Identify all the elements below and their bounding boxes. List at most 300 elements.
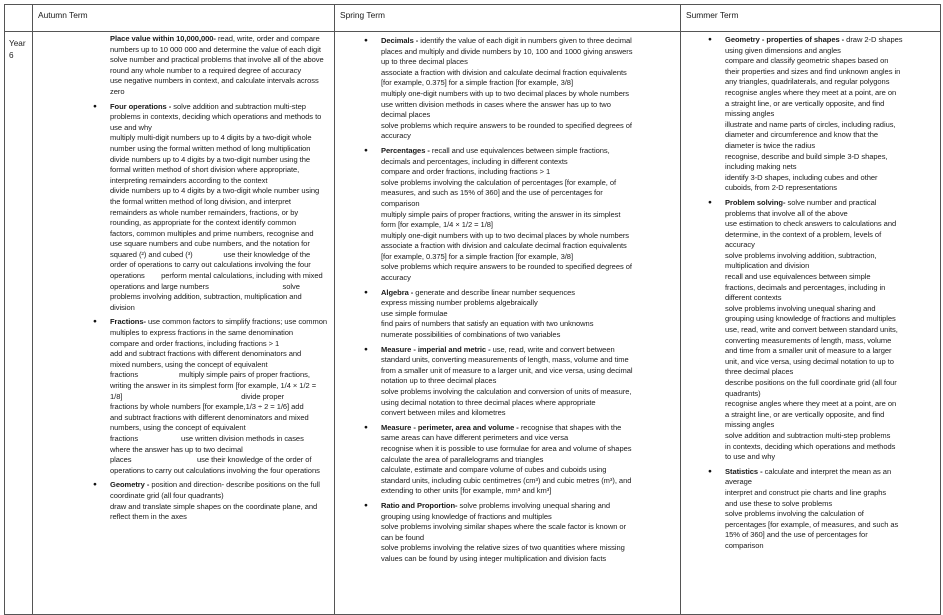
topic-text-line [110, 260, 330, 271]
curriculum-table [4, 4, 941, 615]
topic-text: using decimal notation to three decimal places where appropriate [381, 397, 596, 407]
topic-text: calculate and interpret the mean as an [762, 466, 892, 476]
topic-text: order of operations to carry out calculations involving the four [110, 260, 311, 270]
topic-text-line [110, 349, 330, 360]
topic-text-line [725, 477, 934, 488]
topic-text: recognise angles where they meet at a point, are on [725, 399, 897, 409]
topic-text-line [381, 355, 674, 366]
topic-title: Statistics - [725, 466, 763, 476]
topic-text: solve number and practical [785, 197, 877, 207]
topic-text-line [381, 533, 674, 544]
autumn-term-cell [33, 32, 335, 615]
topic-text: multiply simple pairs of proper fractions, writing the answer in its simplest [381, 209, 621, 219]
topic-text-line [725, 399, 934, 410]
topic-text-line [110, 133, 330, 144]
topic-text-line [381, 309, 674, 320]
topic-text-line [381, 100, 674, 111]
topic-text: solve problems involving the relative sizes of two quantities where missing [381, 543, 625, 553]
topic-text-line [725, 120, 934, 131]
topic-title: Problem solving- [725, 197, 786, 207]
topic-text-line [381, 522, 674, 533]
topic-text: fractions use written division methods in cases [110, 433, 304, 443]
topic-text-line [381, 157, 674, 168]
topic-text: reflect them in the axes [110, 512, 187, 522]
topic-item [110, 34, 330, 98]
topic-text: three decimal places [725, 367, 794, 377]
topic-text: multiplication and division [725, 261, 810, 271]
topic-text-line [110, 328, 330, 339]
topic-text-line [725, 410, 934, 421]
topic-text: determine, in the context of a problem, levels of [725, 229, 882, 239]
topic-text-line [725, 346, 934, 357]
topic-heading-line [110, 480, 330, 491]
topic-text-line [381, 444, 674, 455]
topic-text: recognise, describe and build simple 3-D shapes, [725, 151, 888, 161]
topic-item [381, 288, 674, 341]
topic-text: find pairs of numbers that satisfy an equation with two unknowns [381, 319, 594, 329]
topic-text-line [110, 370, 330, 381]
topic-heading-line [110, 34, 330, 45]
topic-text-line [110, 339, 330, 350]
topic-text: recall and use equivalences between simple [725, 272, 871, 282]
topic-text: operations to carry out calculations involving the four operations [110, 465, 320, 475]
topic-text-line [110, 186, 330, 197]
topic-text-line [725, 509, 934, 520]
topic-text: describe positions on the full coordinate grid (all four [725, 378, 897, 387]
topic-text-line [110, 176, 330, 187]
corner-header [5, 5, 33, 32]
topic-text: places use their knowledge of the order of [110, 455, 312, 465]
topic-title: Place value within 10,000,000- [110, 34, 216, 43]
topic-text-line [110, 292, 330, 303]
topic-text: formal written method of short division where appropriate, [110, 165, 300, 175]
topic-text: use, read, write and convert between standard units, [725, 325, 898, 335]
topic-text-line [110, 144, 330, 155]
topic-text-line [725, 209, 934, 220]
topic-text: numerate possibilities of combinations of two variables [381, 330, 561, 340]
topic-text: draw and translate simple shapes on the coordinate plane, and [110, 501, 318, 511]
topic-text: multiples to express fractions in the same denomination [110, 328, 294, 338]
topic-text: decimals and percentages, including in different contexts [381, 156, 568, 166]
topic-text-line [381, 554, 674, 565]
topic-text: interpret and construct pie charts and line graphs [725, 487, 887, 497]
topic-text: convert between miles and kilometres [381, 408, 506, 418]
topic-text-line [381, 330, 674, 341]
topic-item [381, 423, 674, 497]
topic-text-line [725, 314, 934, 325]
topic-text-line [110, 360, 330, 371]
topic-text-line [725, 251, 934, 262]
topic-text: using given dimensions and angles [725, 45, 841, 55]
year-label-number: 6 [9, 51, 14, 60]
topic-text: [for example, 0.375] for a simple fraction [for example, 3/8] [381, 251, 574, 261]
topic-text-line [725, 442, 934, 453]
topic-list [725, 35, 934, 552]
topic-text: solve addition and subtraction multi-step [171, 101, 306, 111]
topic-text-line [110, 502, 330, 513]
topic-item [381, 146, 674, 284]
header-row [5, 5, 941, 32]
topic-text-line [725, 283, 934, 294]
topic-item [110, 102, 330, 314]
topic-text: can be found [381, 532, 425, 542]
topic-text: decimal places [381, 110, 431, 120]
topic-text: use, read, write and convert between [490, 344, 615, 354]
topic-text-line [725, 499, 934, 510]
topic-text-line [725, 304, 934, 315]
topic-text: cuboids, from 2-D representations [725, 183, 838, 193]
topic-text-line [725, 67, 934, 78]
topic-text-line [110, 55, 330, 66]
topic-text: fractions multiply simple pairs of proper fractions, [110, 370, 310, 380]
topic-heading-line [110, 102, 330, 113]
topic-text: associate a fraction with division and calculate decimal fraction equivalents [381, 241, 627, 251]
topic-text: and time from a smaller unit of measure to a larger [725, 346, 892, 356]
topic-item [725, 35, 934, 194]
topic-text-line [110, 155, 330, 166]
topic-text-line [381, 262, 674, 273]
topic-text-line [381, 512, 674, 523]
topic-text-line [725, 325, 934, 336]
topic-title: Algebra - [381, 287, 414, 297]
topic-text: solve problems involving the calculation and conversion of units of measure, [381, 387, 632, 396]
topic-text: multiply multi-digit numbers up to 4 digits by a two-digit whole [110, 133, 312, 143]
topic-text: converting measurements of length, mass, volume [725, 335, 892, 345]
spring-term-cell [335, 32, 681, 615]
topic-text: solve problems which require answers to be rounded to specified degrees of [381, 120, 632, 130]
topic-text: a straight line, or are vertically opposite, and find [725, 409, 885, 419]
topic-text-line [381, 455, 674, 466]
topic-text: fractions, decimals and percentages, including in [725, 282, 886, 292]
topic-text-line [381, 486, 674, 497]
topic-text-line [110, 303, 330, 314]
topic-text-line [381, 210, 674, 221]
topic-text-line [381, 398, 674, 409]
topic-text: where the answer has up to two decimal [110, 444, 243, 454]
topic-text-line [725, 378, 934, 389]
topic-item [725, 467, 934, 552]
topic-text-line [725, 152, 934, 163]
topic-item [381, 345, 674, 419]
topic-text: solve problems involving unequal sharing and [457, 500, 611, 510]
topic-text-line [110, 208, 330, 219]
topic-text-line [725, 530, 934, 541]
topic-text: problems in contexts, deciding which operations and methods to [110, 112, 322, 122]
topic-text: solve problems which require answers to be rounded to specified degrees of [381, 262, 632, 272]
topic-text-line [110, 413, 330, 424]
topic-text-line [381, 465, 674, 476]
topic-text: to use and why [725, 452, 776, 462]
topic-text: mixed numbers, using the concept of equivalent [110, 359, 268, 369]
topic-text-line [110, 423, 330, 434]
topic-text: express missing number problems algebraically [381, 298, 538, 308]
topic-text-line [725, 141, 934, 152]
topic-text-line [110, 123, 330, 134]
topic-text-line [725, 420, 934, 431]
topic-text-line [725, 431, 934, 442]
topic-text-line [725, 488, 934, 499]
topic-text-line [110, 66, 330, 77]
topic-text: comparison [381, 198, 420, 208]
topic-text: use common factors to simplify fractions; use common [145, 317, 328, 327]
topic-text: remainders as whole number remainders, fractions, or by [110, 207, 299, 217]
topic-text-line [110, 434, 330, 445]
topic-heading-line [381, 288, 674, 299]
topic-text: number using the formal written method of long multiplication [110, 143, 311, 153]
topic-text: add and subtract fractions with different denominators and [110, 349, 302, 359]
topic-list [381, 36, 674, 565]
spring-term-content [335, 32, 680, 614]
topic-text-line [381, 68, 674, 79]
topic-text: factors, common multiples and prime numbers, recognise and [110, 228, 314, 238]
topic-text-line [381, 110, 674, 121]
topic-text: identify the value of each digit in numbers given to three decimal [418, 36, 632, 45]
topic-text-line [725, 130, 934, 141]
topic-text-line [110, 229, 330, 240]
topic-heading-line [725, 467, 934, 478]
topic-text-line [381, 433, 674, 444]
topic-text: problems involving addition, subtraction, multiplication and [110, 292, 302, 302]
topic-text: solve problems involving similar shapes where the scale factor is known or [381, 522, 627, 532]
topic-text-line [381, 298, 674, 309]
topic-text-line [725, 367, 934, 378]
topic-text: divide numbers up to 4 digits by a two-digit whole number using [110, 186, 320, 196]
topic-text: standard units, converting measurements of length, mass, volume and time [381, 355, 629, 365]
topic-text: places and multiply and divide numbers by 10, 100 and 1000 giving answers [381, 46, 633, 56]
topic-text-line [110, 250, 330, 261]
topic-text: and use these to solve problems [725, 498, 833, 508]
year-6-row [5, 32, 941, 615]
topic-text-line [110, 381, 330, 392]
topic-text: compare and order fractions, including fractions > 1 [110, 338, 280, 348]
topic-text: solve problems involving unequal sharing and [725, 303, 876, 313]
topic-text: solve problems involving the calculation of [725, 509, 864, 519]
topic-text: fractions by whole numbers [for example,1/3 ÷ 2 = 1/6] add [110, 402, 304, 412]
topic-title: Percentages - [381, 145, 430, 155]
topic-text-line [381, 131, 674, 142]
topic-text: zero [110, 86, 125, 96]
topic-text-line [725, 452, 934, 463]
topic-text-line [381, 47, 674, 58]
topic-text-line [381, 121, 674, 132]
topic-text: operations and large numbers solve [110, 281, 300, 291]
topic-text: same areas can have different perimeters and vice versa [381, 433, 569, 443]
topic-text-line [381, 387, 674, 398]
topic-text: accuracy [725, 240, 755, 250]
topic-item [110, 317, 330, 476]
topic-title: Measure - perimeter, area and volume - [381, 422, 519, 432]
topic-text-line [725, 293, 934, 304]
topic-text-line [381, 543, 674, 554]
topic-text: use simple formulae [381, 308, 448, 318]
summer-term-cell [681, 32, 941, 615]
topic-text-line [110, 76, 330, 87]
topic-text-line [110, 87, 330, 98]
topic-text: the formal written method of long division, and interpret [110, 196, 291, 206]
topic-text: position and direction- describe positions on the full [149, 480, 320, 490]
topic-text: solve addition and subtraction multi-step problems [725, 430, 891, 440]
topic-text-line [725, 357, 934, 368]
topic-text: numbers up to 10 000 000 and determine the value of each digit [110, 44, 321, 54]
topic-text: operations perform mental calculations, including with mixed [110, 271, 323, 281]
topic-text: and subtract fractions with different denominators and mixed [110, 412, 309, 422]
topic-text: comparison [725, 540, 764, 550]
topic-text-line [381, 188, 674, 199]
topic-text-line [110, 271, 330, 282]
topic-text: 15% of 360] and the use of percentages for [725, 530, 868, 540]
topic-text-line [110, 197, 330, 208]
topic-text: multiply one-digit numbers with up to two decimal places by whole numbers [381, 88, 630, 98]
summer-term-content [681, 32, 940, 614]
topic-text: use negative numbers in context, and calculate intervals across [110, 76, 319, 86]
topic-text: associate a fraction with division and calculate decimal fraction equivalents [381, 67, 627, 77]
topic-text: including making nets [725, 162, 797, 172]
topic-text: up to three decimal places [381, 57, 468, 67]
topic-text: recognise angles where they meet at a point, are on [725, 87, 897, 97]
topic-text: round any whole number to a required degree of accuracy [110, 65, 302, 75]
topic-text-line [110, 239, 330, 250]
topic-title: Fractions- [110, 317, 146, 327]
topic-text: use and why [110, 122, 152, 132]
topic-text: form [for example, 1/4 × 1/2 = 1/8] [381, 220, 493, 230]
topic-text: grouping using knowledge of fractions and multiples [381, 511, 552, 521]
topic-text-line [110, 466, 330, 477]
topic-text-line [725, 109, 934, 120]
topic-text-line [381, 319, 674, 330]
topic-text-line [110, 445, 330, 456]
topic-text-line [725, 230, 934, 241]
topic-title: Geometry - properties of shapes - [725, 35, 845, 44]
topic-title: Geometry - [110, 480, 150, 490]
topic-text: calculate, estimate and compare volume of cubes and cuboids using [381, 465, 607, 475]
topic-text: identify 3-D shapes, including cubes and other [725, 172, 878, 182]
topic-text-line [725, 183, 934, 194]
topic-text-line [110, 45, 330, 56]
topic-text: problems that involve all of the above [725, 208, 848, 218]
topic-text: squared (²) and cubed (³) use their knowledge of the [110, 249, 311, 259]
topic-text: average [725, 477, 752, 487]
topic-text-line [381, 78, 674, 89]
topic-text-line [725, 46, 934, 57]
topic-text: measures, and such as 15% of 360] and the use of percentages for [381, 188, 603, 198]
topic-text: diameter and circumference and know that the [725, 130, 879, 140]
topic-text-line [381, 241, 674, 252]
topic-heading-line [381, 36, 674, 47]
topic-text-line [381, 199, 674, 210]
topic-text-line [725, 99, 934, 110]
topic-text-line [381, 220, 674, 231]
topic-item [381, 36, 674, 142]
topic-text: standard units, including cubic centimetres (cm³) and cubic metres (m³), and [381, 475, 632, 485]
topic-text-line [725, 261, 934, 272]
topic-text-line [110, 392, 330, 403]
topic-heading-line [381, 345, 674, 356]
topic-text: coordinate grid (all four quadrants) [110, 490, 224, 500]
topic-text-line [725, 77, 934, 88]
topic-text: accuracy [381, 131, 411, 141]
topic-heading-line [381, 501, 674, 512]
topic-text-line [381, 366, 674, 377]
topic-text: percentages [for example, of measures, and such as [725, 519, 899, 529]
header-spring-term: Spring Term [335, 5, 681, 32]
topic-text: in contexts, deciding which operations and methods [725, 441, 896, 451]
topic-text: compare and classify geometric shapes based on [725, 56, 889, 66]
topic-text: use estimation to check answers to calculations and [725, 219, 897, 229]
topic-text: writing the answer in its simplest form [for example, 1/4 × 1/2 = [110, 381, 317, 390]
topic-text: diameter is twice the radius [725, 140, 816, 150]
topic-text-line [725, 240, 934, 251]
topic-list [110, 34, 330, 523]
topic-text: extending to other units [for example, mm³ and km³] [381, 486, 552, 496]
topic-text: from a smaller unit of measure to a larger unit, and vice versa, using decimal [381, 365, 633, 375]
topic-text: any triangles, quadrilaterals, and regular polygons [725, 77, 890, 87]
topic-text: interpreting remainders according to the context [110, 175, 268, 185]
topic-item [110, 480, 330, 522]
topic-text: calculate the area of parallelograms and triangles [381, 454, 544, 464]
topic-text-line [725, 520, 934, 531]
topic-text-line [725, 219, 934, 230]
topic-text: their properties and sizes and find unknown angles in [725, 66, 901, 76]
year-label-word: Year [9, 39, 26, 48]
topic-text-line [381, 57, 674, 68]
topic-text: values can be found by using integer multiplication and division facts [381, 553, 607, 563]
topic-heading-line [381, 423, 674, 434]
topic-text-line [725, 88, 934, 99]
topic-heading-line [381, 146, 674, 157]
topic-text: accuracy [381, 273, 411, 283]
topic-text-line [381, 408, 674, 419]
topic-text: compare and order fractions, including fractions > 1 [381, 167, 551, 177]
topic-text: multiply one-digit numbers with up to two decimal places by whole numbers [381, 230, 630, 240]
topic-heading-line [725, 198, 934, 209]
topic-title: Decimals - [381, 36, 419, 45]
topic-text: different contexts [725, 293, 782, 303]
topic-text: use written division methods in cases where the answer has up to two [381, 99, 611, 109]
topic-text: unit, and vice versa, using decimal notation to up to [725, 356, 894, 366]
topic-text-line [381, 231, 674, 242]
topic-text: rounding, as appropriate for the context identify common [110, 218, 296, 228]
topic-heading-line [110, 317, 330, 328]
autumn-term-content [33, 32, 334, 614]
topic-text: notation up to three decimal places [381, 376, 497, 386]
topic-text: missing angles [725, 109, 775, 119]
topic-text: 1/8] divide proper [110, 391, 285, 401]
topic-text-line [110, 165, 330, 176]
topic-text: [for example, 0.375] for a simple fraction [for example, 3/8] [381, 78, 574, 88]
topic-text: grouping using knowledge of fractions and multiples [725, 314, 896, 324]
topic-text: numbers, using the concept of equivalent [110, 423, 246, 433]
topic-title: Ratio and Proportion- [381, 500, 458, 510]
topic-text-line [725, 272, 934, 283]
topic-title: Four operations - [110, 101, 172, 111]
topic-text: missing angles [725, 420, 775, 430]
topic-text-line [725, 389, 934, 400]
topic-text-line [381, 89, 674, 100]
topic-item [381, 501, 674, 565]
topic-text: solve number and practical problems that involve all of the above [110, 55, 324, 65]
topic-text-line [110, 491, 330, 502]
topic-text-line [725, 162, 934, 173]
topic-text: illustrate and name parts of circles, including radius, [725, 119, 896, 129]
topic-text-line [725, 173, 934, 184]
topic-text-line [110, 218, 330, 229]
topic-text-line [110, 512, 330, 523]
topic-text-line [110, 112, 330, 123]
topic-text-line [725, 336, 934, 347]
topic-text-line [381, 167, 674, 178]
topic-text: draw 2-D shapes [844, 35, 903, 44]
topic-text: solve problems involving the calculation of percentages [for example, of [381, 177, 617, 187]
